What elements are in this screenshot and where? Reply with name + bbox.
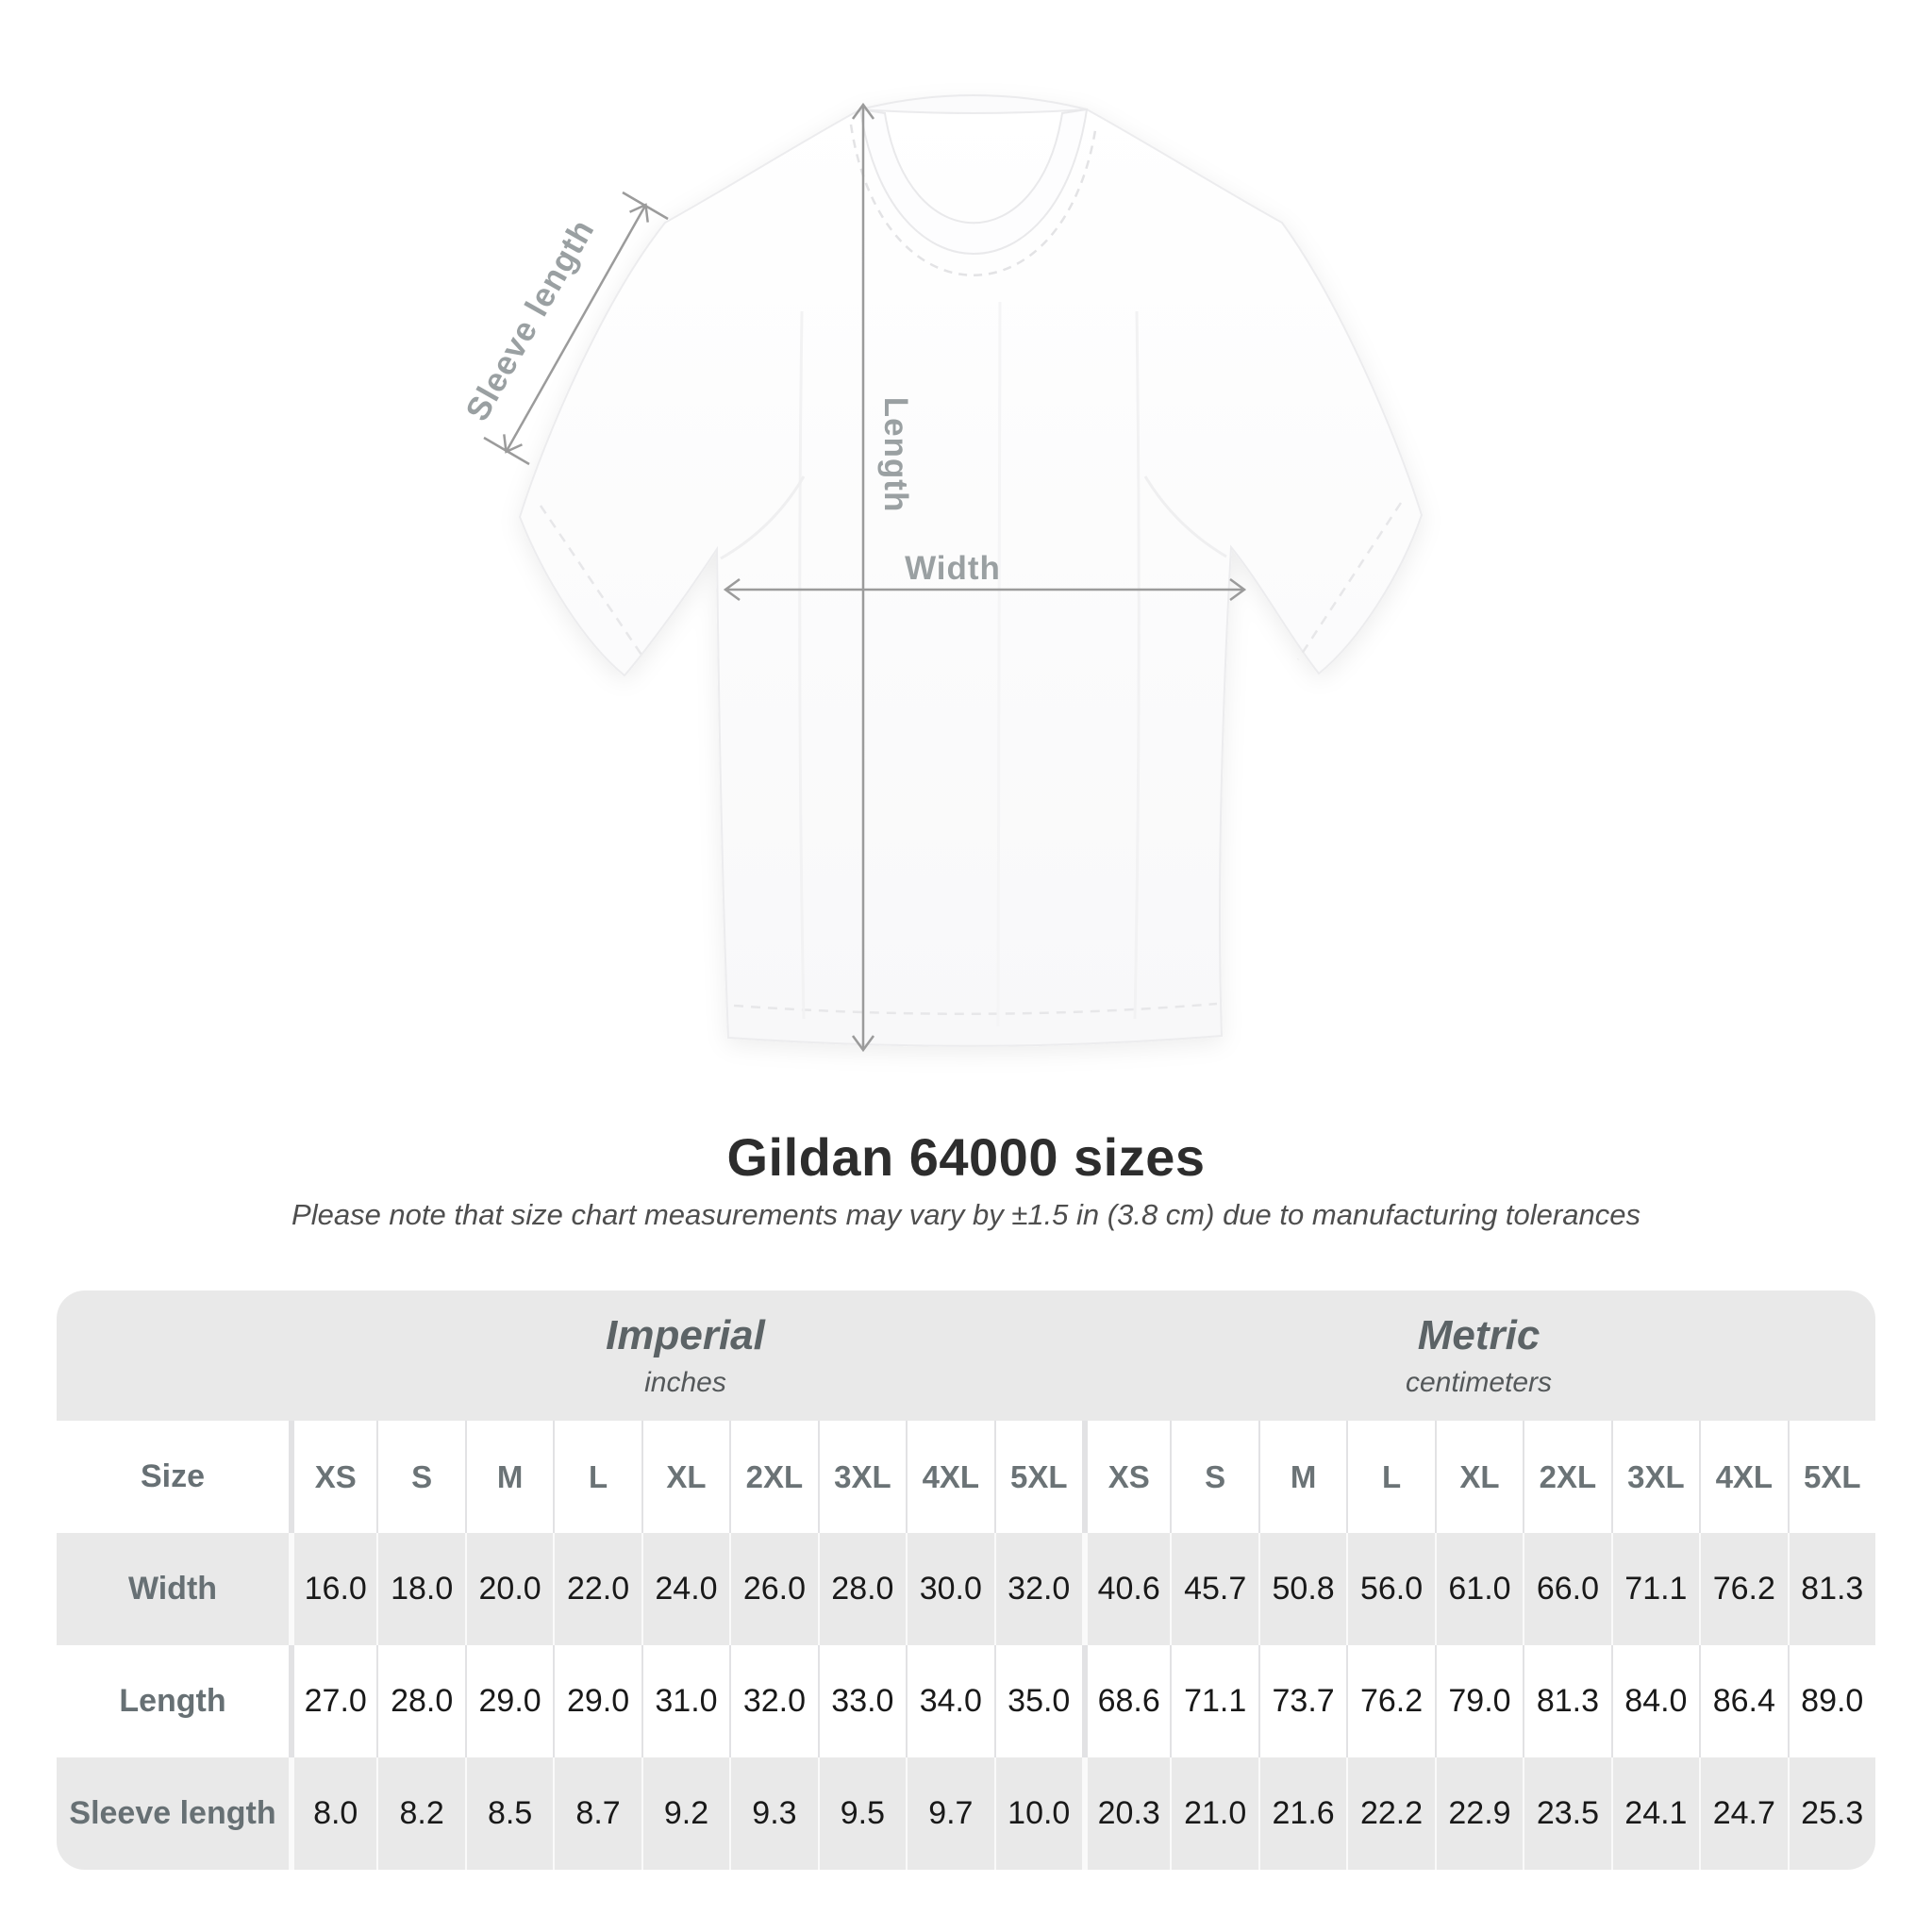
width-metric-m: 50.8 xyxy=(1258,1533,1346,1645)
length-imperial-5xl: 35.0 xyxy=(994,1645,1082,1757)
sleeve-imperial-4xl: 9.7 xyxy=(906,1757,993,1870)
sleeve-metric-5xl: 25.3 xyxy=(1788,1757,1875,1870)
size-table xyxy=(57,1291,1875,1870)
width-imperial-m: 20.0 xyxy=(465,1533,553,1645)
width-imperial-l: 22.0 xyxy=(553,1533,641,1645)
width-imperial-s: 18.0 xyxy=(376,1533,464,1645)
length-imperial-xl: 31.0 xyxy=(641,1645,729,1757)
sleeve-length-label: Sleeve length xyxy=(458,212,602,427)
col-metric-xl: XL xyxy=(1435,1421,1523,1533)
length-metric-xs: 68.6 xyxy=(1082,1645,1170,1757)
width-metric-xs: 40.6 xyxy=(1082,1533,1170,1645)
col-imperial-xs: XS xyxy=(289,1421,376,1533)
length-label: Length xyxy=(877,396,914,513)
sleeve-imperial-xl: 9.2 xyxy=(641,1757,729,1870)
width-row xyxy=(57,1533,1875,1645)
length-row-label: Length xyxy=(119,1683,226,1719)
collar-back xyxy=(860,95,1087,113)
width-metric-2xl: 66.0 xyxy=(1523,1533,1610,1645)
unit-header-band xyxy=(57,1291,1875,1421)
length-metric-l: 76.2 xyxy=(1346,1645,1434,1757)
col-metric-m: M xyxy=(1258,1421,1346,1533)
col-metric-5xl: 5XL xyxy=(1788,1421,1875,1533)
col-metric-xs: XS xyxy=(1082,1421,1170,1533)
length-row xyxy=(57,1645,1875,1757)
length-imperial-3xl: 33.0 xyxy=(818,1645,906,1757)
width-imperial-xl: 24.0 xyxy=(641,1533,729,1645)
width-metric-xl: 61.0 xyxy=(1435,1533,1523,1645)
sleeve-imperial-xs: 8.0 xyxy=(289,1757,376,1870)
sleeve-metric-s: 21.0 xyxy=(1170,1757,1257,1870)
col-imperial-s: S xyxy=(376,1421,464,1533)
col-metric-4xl: 4XL xyxy=(1699,1421,1787,1533)
sleeve-length-row xyxy=(57,1757,1875,1870)
metric-title: Metric xyxy=(1417,1312,1541,1358)
sleeve-metric-xl: 22.9 xyxy=(1435,1757,1523,1870)
page-subtitle: Please note that size chart measurements may vary by ±1.5 in (3.8 cm) due to manufacturing tolerances xyxy=(291,1198,1641,1231)
length-imperial-2xl: 32.0 xyxy=(729,1645,817,1757)
width-imperial-3xl: 28.0 xyxy=(818,1533,906,1645)
length-metric-m: 73.7 xyxy=(1258,1645,1346,1757)
sleeve-imperial-m: 8.5 xyxy=(465,1757,553,1870)
sleeve-arrow-tick-top xyxy=(623,192,668,219)
col-imperial-l: L xyxy=(553,1421,641,1533)
width-metric-3xl: 71.1 xyxy=(1611,1533,1699,1645)
col-metric-l: L xyxy=(1346,1421,1434,1533)
sleeve-imperial-l: 8.7 xyxy=(553,1757,641,1870)
width-imperial-4xl: 30.0 xyxy=(906,1533,993,1645)
length-metric-2xl: 81.3 xyxy=(1523,1645,1610,1757)
sleeve-metric-2xl: 23.5 xyxy=(1523,1757,1610,1870)
width-metric-5xl: 81.3 xyxy=(1788,1533,1875,1645)
sleeve-imperial-2xl: 9.3 xyxy=(729,1757,817,1870)
width-metric-4xl: 76.2 xyxy=(1699,1533,1787,1645)
width-imperial-5xl: 32.0 xyxy=(994,1533,1082,1645)
col-imperial-2xl: 2XL xyxy=(729,1421,817,1533)
length-metric-xl: 79.0 xyxy=(1435,1645,1523,1757)
sleeve-metric-4xl: 24.7 xyxy=(1699,1757,1787,1870)
length-imperial-l: 29.0 xyxy=(553,1645,641,1757)
sleeve-imperial-s: 8.2 xyxy=(376,1757,464,1870)
metric-header xyxy=(1082,1291,1875,1421)
width-imperial-2xl: 26.0 xyxy=(729,1533,817,1645)
length-metric-5xl: 89.0 xyxy=(1788,1645,1875,1757)
imperial-title: Imperial xyxy=(606,1312,765,1358)
width-label: Width xyxy=(905,550,1001,587)
length-metric-4xl: 86.4 xyxy=(1699,1645,1787,1757)
sleeve-metric-m: 21.6 xyxy=(1258,1757,1346,1870)
page-title: Gildan 64000 sizes xyxy=(726,1127,1206,1187)
sleeve-row-label: Sleeve length xyxy=(69,1795,276,1831)
size-corner-label: Size xyxy=(140,1458,206,1494)
length-metric-s: 71.1 xyxy=(1170,1645,1257,1757)
width-metric-s: 45.7 xyxy=(1170,1533,1257,1645)
length-imperial-s: 28.0 xyxy=(376,1645,464,1757)
width-metric-l: 56.0 xyxy=(1346,1533,1434,1645)
size-header-row xyxy=(57,1421,1875,1533)
col-imperial-xl: XL xyxy=(641,1421,729,1533)
sleeve-arrow-tick-bottom xyxy=(484,438,529,464)
width-imperial-xs: 16.0 xyxy=(289,1533,376,1645)
imperial-unit: inches xyxy=(644,1367,726,1398)
col-metric-2xl: 2XL xyxy=(1523,1421,1610,1533)
col-imperial-5xl: 5XL xyxy=(994,1421,1082,1533)
sleeve-metric-3xl: 24.1 xyxy=(1611,1757,1699,1870)
sleeve-imperial-3xl: 9.5 xyxy=(818,1757,906,1870)
length-metric-3xl: 84.0 xyxy=(1611,1645,1699,1757)
sleeve-metric-l: 22.2 xyxy=(1346,1757,1434,1870)
metric-unit: centimeters xyxy=(1405,1367,1553,1398)
length-imperial-m: 29.0 xyxy=(465,1645,553,1757)
col-imperial-3xl: 3XL xyxy=(818,1421,906,1533)
col-imperial-4xl: 4XL xyxy=(906,1421,993,1533)
sleeve-metric-xs: 20.3 xyxy=(1082,1757,1170,1870)
sleeve-imperial-5xl: 10.0 xyxy=(994,1757,1082,1870)
col-imperial-m: M xyxy=(465,1421,553,1533)
col-metric-s: S xyxy=(1170,1421,1257,1533)
length-imperial-4xl: 34.0 xyxy=(906,1645,993,1757)
length-imperial-xs: 27.0 xyxy=(289,1645,376,1757)
col-metric-3xl: 3XL xyxy=(1611,1421,1699,1533)
imperial-header xyxy=(289,1291,1082,1421)
width-row-label: Width xyxy=(127,1571,218,1607)
